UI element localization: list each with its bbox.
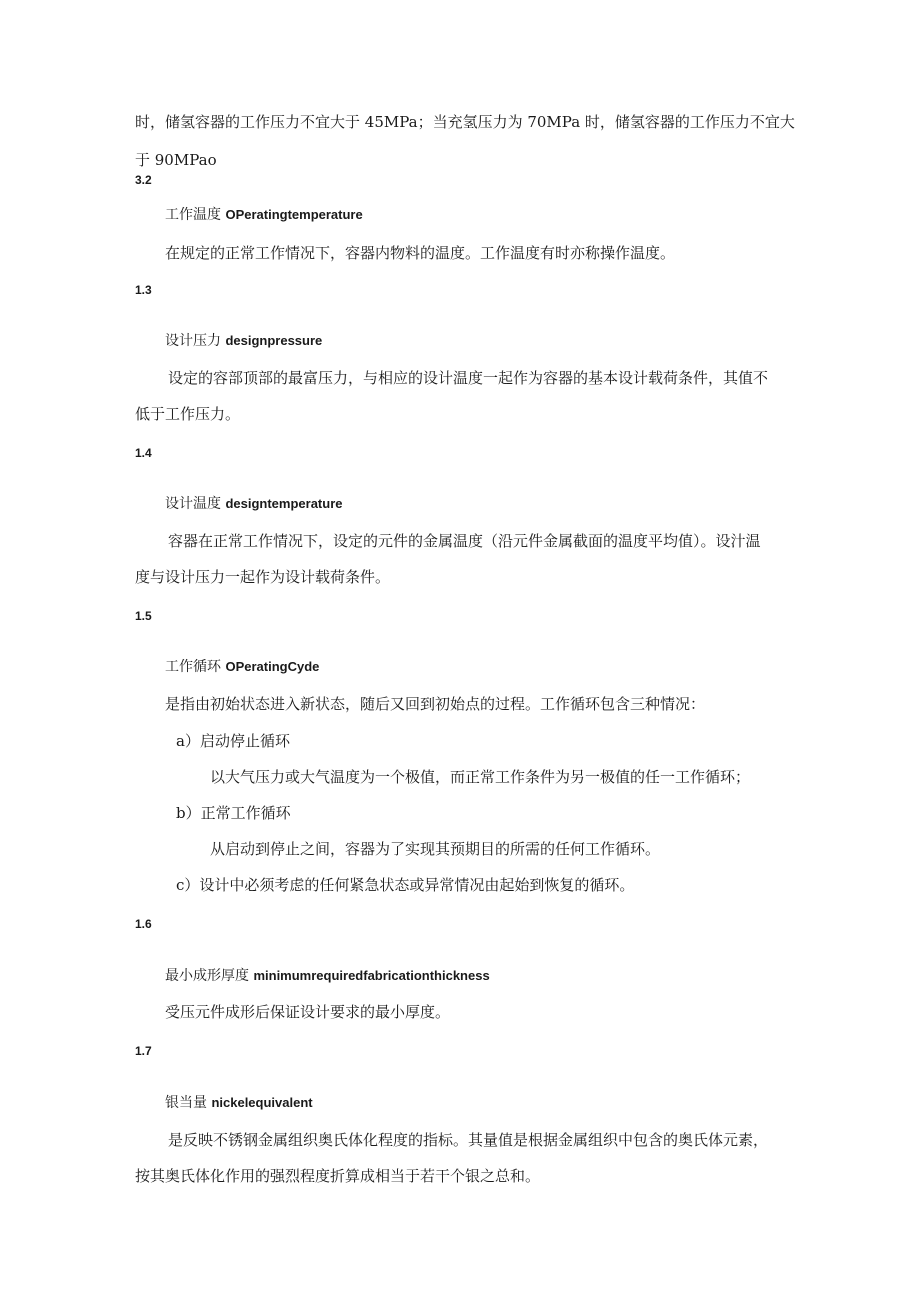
body-line: 设定的容部顶部的最富压力，与相应的设计温度一起作为容器的基本设计载荷条件，其值不 bbox=[168, 369, 769, 387]
term-heading bbox=[165, 331, 322, 351]
term-zh: 设计压力 bbox=[165, 333, 221, 349]
intro-line-2: 于 90MPao bbox=[135, 151, 217, 169]
body-line: 低于工作压力。 bbox=[135, 405, 241, 423]
term-zh: 银当量 bbox=[165, 1095, 207, 1111]
term-zh: 设计温度 bbox=[165, 496, 221, 512]
list-item-detail: 从启动到停止之间，容器为了实现其预期目的所需的任何工作循环。 bbox=[210, 840, 661, 858]
term-en: OPeratingtemperature bbox=[225, 207, 363, 222]
section-number: 1.5 bbox=[135, 609, 152, 623]
section-number: 1.4 bbox=[135, 446, 152, 460]
body-line: 是指由初始状态进入新状态，随后又回到初始点的过程。工作循环包含三种情况： bbox=[165, 695, 706, 713]
body-line: 容器在正常工作情况下，设定的元件的金属温度（沿元件金属截面的温度平均值）。设汁温 bbox=[168, 532, 761, 550]
section-number: 1.7 bbox=[135, 1044, 152, 1058]
body-line: 是反映不锈钢金属组织奥氏体化程度的指标。其量值是根据金属组织中包含的奥氏体元素， bbox=[168, 1131, 769, 1149]
body-line: 受压元件成形后保证设计要求的最小厚度。 bbox=[165, 1003, 451, 1021]
term-en: minimumrequiredfabricationthickness bbox=[253, 968, 490, 983]
term-heading bbox=[165, 657, 319, 677]
term-zh: 工作温度 bbox=[165, 207, 221, 223]
term-heading bbox=[165, 205, 363, 225]
term-heading bbox=[165, 1093, 313, 1113]
intro-line-1: 时，储氢容器的工作压力不宜大于 45MPa；当充氢压力为 70MPa 时，储氢容器的工作压力不宜大 bbox=[135, 113, 795, 131]
body-line: 在规定的正常工作情况下，容器内物料的温度。工作温度有时亦称操作温度。 bbox=[165, 244, 676, 262]
body-line: 按其奥氏体化作用的强烈程度折算成相当于若干个银之总和。 bbox=[135, 1167, 541, 1185]
section-number: 1.3 bbox=[135, 283, 152, 297]
term-en: designtemperature bbox=[225, 496, 343, 511]
body-line: 度与设计压力一起作为设计载荷条件。 bbox=[135, 568, 391, 586]
term-en: OPeratingCyde bbox=[225, 659, 320, 674]
list-item-label: c）设计中必须考虑的任何紧急状态或异常情况由起始到恢复的循环。 bbox=[176, 876, 635, 894]
term-zh: 最小成形厚度 bbox=[165, 968, 249, 984]
term-heading bbox=[165, 494, 343, 514]
term-en: designpressure bbox=[225, 333, 323, 348]
term-zh: 工作循环 bbox=[165, 659, 221, 675]
list-item-detail: 以大气压力或大气温度为一个极值，而正常工作条件为另一极值的任一工作循环； bbox=[210, 768, 751, 786]
term-heading bbox=[165, 966, 490, 986]
list-item-label: b）正常工作循环 bbox=[176, 804, 291, 822]
section-number: 1.6 bbox=[135, 917, 152, 931]
list-item-label: a）启动停止循环 bbox=[176, 732, 290, 750]
section-number: 3.2 bbox=[135, 173, 152, 187]
term-en: nickelequivalent bbox=[211, 1095, 313, 1110]
